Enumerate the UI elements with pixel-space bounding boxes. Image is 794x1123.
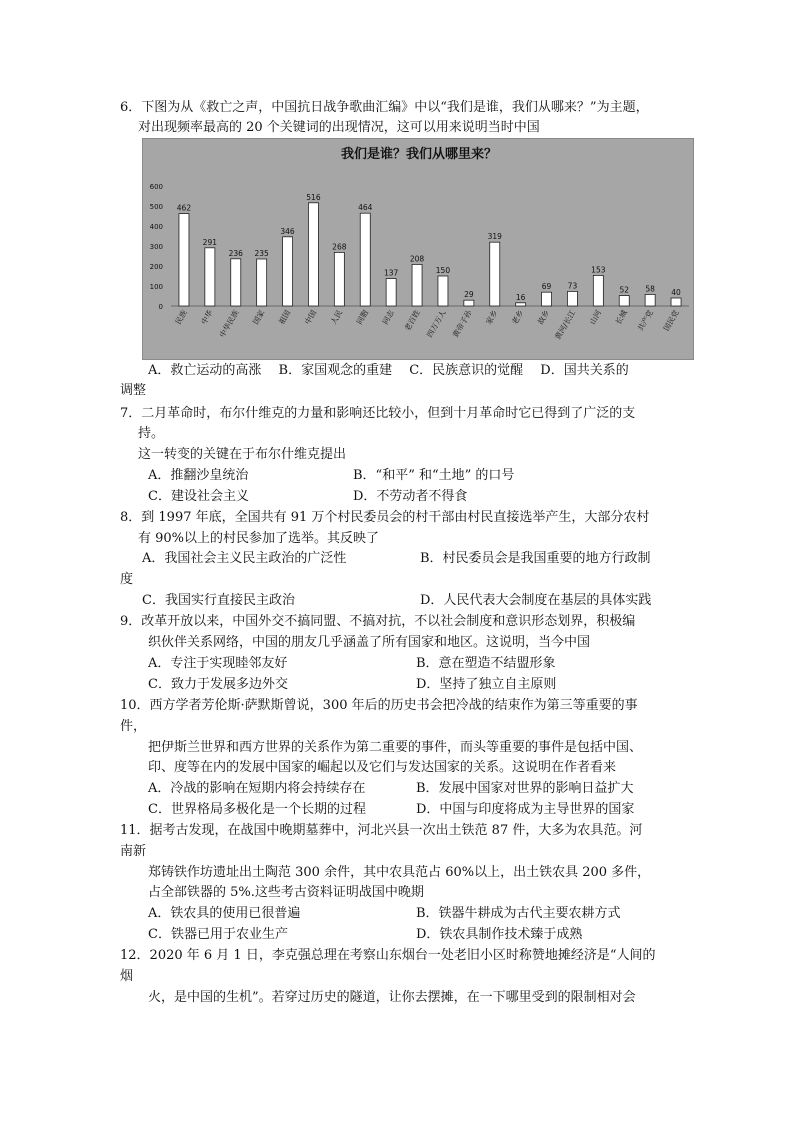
q8-option-d: D．人民代表大会制度在基层的具体实践 (420, 593, 652, 608)
q11-stem-line4: 占全部铁器的 5%.这些考古资料证明战国中晚期 (148, 885, 424, 900)
q10-stem-line4: 印、度等在内的发展中国家的崛起以及它们与发达国家的关系。这说明在作者看来 (148, 760, 617, 775)
bar (360, 213, 370, 306)
q8-option-a: A．我国社会主义民主政治的广泛性 (142, 551, 347, 566)
q9-option-b: B．意在塑造不结盟形象 (416, 656, 556, 671)
data-label: 73 (567, 281, 578, 291)
x-tick-label: 中国 (302, 308, 319, 326)
q6-stem-line2: 对出现频率最高的 20 个关键词的出现情况，这可以用来说明当时中国 (138, 120, 540, 135)
q10-stem-line2: 件， (120, 719, 147, 734)
q9-option-c: C．致力于发展多边外交 (148, 677, 288, 692)
y-tick-label: 200 (149, 263, 163, 271)
bar-chart-svg (143, 139, 695, 361)
q9-stem-line1: 9．改革开放以来，中国外交不搞同盟、不搞对抗，不以社会制度和意识形态划界，积极编 (120, 614, 636, 629)
q10-option-a: A．冷战的影响在短期内将会持续存在 (148, 781, 366, 796)
q10-stem-line1: 10．西方学者芳伦斯·萨默斯曾说，300 年后的历史书会把冷战的结束作为第三等重要的事 (120, 698, 638, 713)
data-label: 235 (254, 249, 269, 258)
data-label: 137 (383, 268, 399, 278)
data-label: 464 (358, 203, 373, 213)
q11-stem-line1: 11．据考古发现，在战国中晚期墓葬中，河北兴县一次出土铁范 87 件，大多为农具范。河 (120, 823, 643, 838)
bar (490, 242, 500, 306)
q6-options-cont: 调整 (120, 383, 147, 398)
x-tick-label: 中华民族 (217, 308, 241, 339)
data-label: 346 (280, 226, 295, 236)
x-tick-label: 家乡 (484, 308, 500, 326)
bar (645, 294, 655, 306)
q9-option-a: A．专注于实现睦邻友好 (148, 656, 288, 671)
data-label: 319 (487, 232, 502, 242)
data-label: 40 (671, 288, 681, 297)
data-label: 16 (515, 292, 526, 302)
chart-title: 我们是谁？我们从哪里来？ (340, 147, 498, 162)
bar (283, 237, 293, 306)
data-label: 29 (464, 290, 474, 300)
q8-option-c: C．我国实行直接民主政治 (142, 593, 295, 608)
bar (412, 264, 422, 306)
q8-stem-line2: 有 90%以上的村民参加了选举。其反映了 (138, 531, 380, 546)
q7-option-b: B．“和平” 和“土地” 的口号 (353, 468, 515, 483)
data-label: 58 (645, 284, 655, 294)
data-label: 291 (202, 237, 218, 247)
y-tick-label: 400 (149, 223, 163, 231)
x-tick-label: 黄帝子孙 (450, 308, 474, 339)
q11-option-d: D．铁农具制作技术臻于成熟 (416, 927, 583, 942)
q7-stem-line3: 这一转变的关键在于布尔什维克提出 (138, 447, 347, 462)
q9-stem-line2: 织伙伴关系网络，中国的朋友几乎涵盖了所有国家和地区。这说明，当今中国 (148, 635, 591, 650)
x-tick-label: 黄河/长江 (553, 308, 578, 342)
x-tick-label: 老百姓 (402, 308, 422, 333)
bar (231, 259, 241, 306)
q10-option-c: C．世界格局多极化是一个长期的过程 (148, 802, 366, 817)
y-tick-label: 0 (158, 303, 163, 311)
bar (179, 214, 189, 306)
x-tick-label: 同胞 (354, 308, 370, 326)
bar (308, 203, 318, 306)
data-label: 268 (332, 242, 347, 252)
x-tick-label: 山河 (587, 308, 604, 326)
q7-stem-line2: 持。 (138, 426, 165, 441)
q8-option-b: B．村民委员会是我国重要的地方行政制 (420, 551, 651, 566)
q11-option-a: A．铁农具的使用已很普遍 (148, 906, 301, 921)
bar (542, 292, 552, 306)
x-tick-label: 老乡 (510, 308, 526, 326)
y-tick-label: 500 (149, 203, 163, 211)
x-tick-label: 故乡 (535, 308, 552, 326)
x-tick-label: 国民党 (661, 308, 681, 333)
q12-stem-line1: 12．2020 年 6 月 1 日，李克强总理在考察山东烟台一处老旧小区时称赞地摊经济是“人间的 (120, 948, 656, 963)
data-label: 52 (619, 285, 630, 295)
q11-option-b: B．铁器牛耕成为古代主要农耕方式 (416, 906, 621, 921)
data-label: 69 (541, 282, 552, 292)
x-tick-label: 中华 (199, 308, 215, 326)
q11-stem-line3: 郑铸铁作坊遗址出土陶范 300 余件，其中农具范占 60%以上，出土铁农具 200 多件， (148, 865, 651, 880)
q6-options: A．救亡运动的高涨 B．家国观念的重建 C．民族意识的觉醒 D．国共关系的 (148, 363, 629, 378)
q7-option-a: A．推翻沙皇统治 (148, 468, 249, 483)
bar (205, 248, 215, 306)
bar (257, 259, 267, 306)
y-tick-label: 300 (149, 243, 163, 251)
x-tick-label: 四万万人 (424, 308, 448, 339)
x-tick-label: 长城 (613, 308, 629, 326)
q11-option-c: C．铁器已用于农业生产 (148, 927, 288, 942)
bar-chart (142, 138, 694, 360)
q6-stem-line1: 6．下图为从《救亡之声，中国抗日战争歌曲汇编》中以“我们是谁，我们从哪来？”为主题， (120, 100, 649, 115)
x-tick-label: 祖国 (276, 308, 293, 326)
data-label: 516 (306, 192, 321, 202)
q10-stem-line3: 把伊斯兰世界和西方世界的关系作为第二重要的事件，而头等重要的事件是包括中国、 (148, 740, 643, 755)
q12-stem-line3: 火，是中国的生机”。若穿过历史的隧道，让你去摆摊，在一下哪里受到的限制相对会 (148, 990, 636, 1005)
bar (619, 296, 629, 306)
bar (516, 303, 526, 306)
data-label: 462 (176, 203, 192, 213)
q12-stem-line2: 烟 (120, 969, 134, 984)
y-tick-label: 100 (149, 283, 163, 291)
data-label: 236 (228, 248, 243, 258)
q7-option-d: D．不劳动者不得食 (353, 489, 468, 504)
data-label: 150 (435, 266, 451, 275)
x-tick-label: 民族 (173, 308, 189, 326)
data-label: 208 (409, 254, 425, 264)
x-tick-label: 共产党 (635, 308, 655, 333)
q8-option-b-cont: 度 (120, 572, 134, 587)
q7-stem-line1: 7．二月革命时，布尔什维克的力量和影响还比较小，但到十月革命时它已得到了广泛的支 (120, 406, 636, 421)
bar (567, 291, 577, 306)
q10-option-d: D．中国与印度将成为主导世界的国家 (416, 802, 635, 817)
q8-stem-line1: 8．到 1997 年底，全国共有 91 万个村民委员会的村干部由村民直接选举产生，大部分农村 (120, 510, 650, 525)
q11-stem-line2: 南新 (120, 844, 147, 859)
x-tick-label: 人民 (328, 308, 345, 326)
bar (464, 300, 474, 306)
bar (334, 252, 344, 306)
bar (386, 279, 396, 306)
bar (593, 275, 603, 306)
q7-option-c: C．建设社会主义 (148, 489, 249, 504)
y-tick-label: 600 (149, 183, 163, 191)
bar (438, 276, 448, 306)
q9-option-d: D．坚持了独立自主原则 (416, 677, 557, 692)
x-tick-label: 国家 (251, 308, 267, 326)
data-label: 153 (591, 265, 606, 275)
q10-option-b: B．发展中国家对世界的影响日益扩大 (416, 781, 634, 796)
x-tick-label: 同志 (380, 308, 396, 326)
bar (671, 298, 681, 306)
